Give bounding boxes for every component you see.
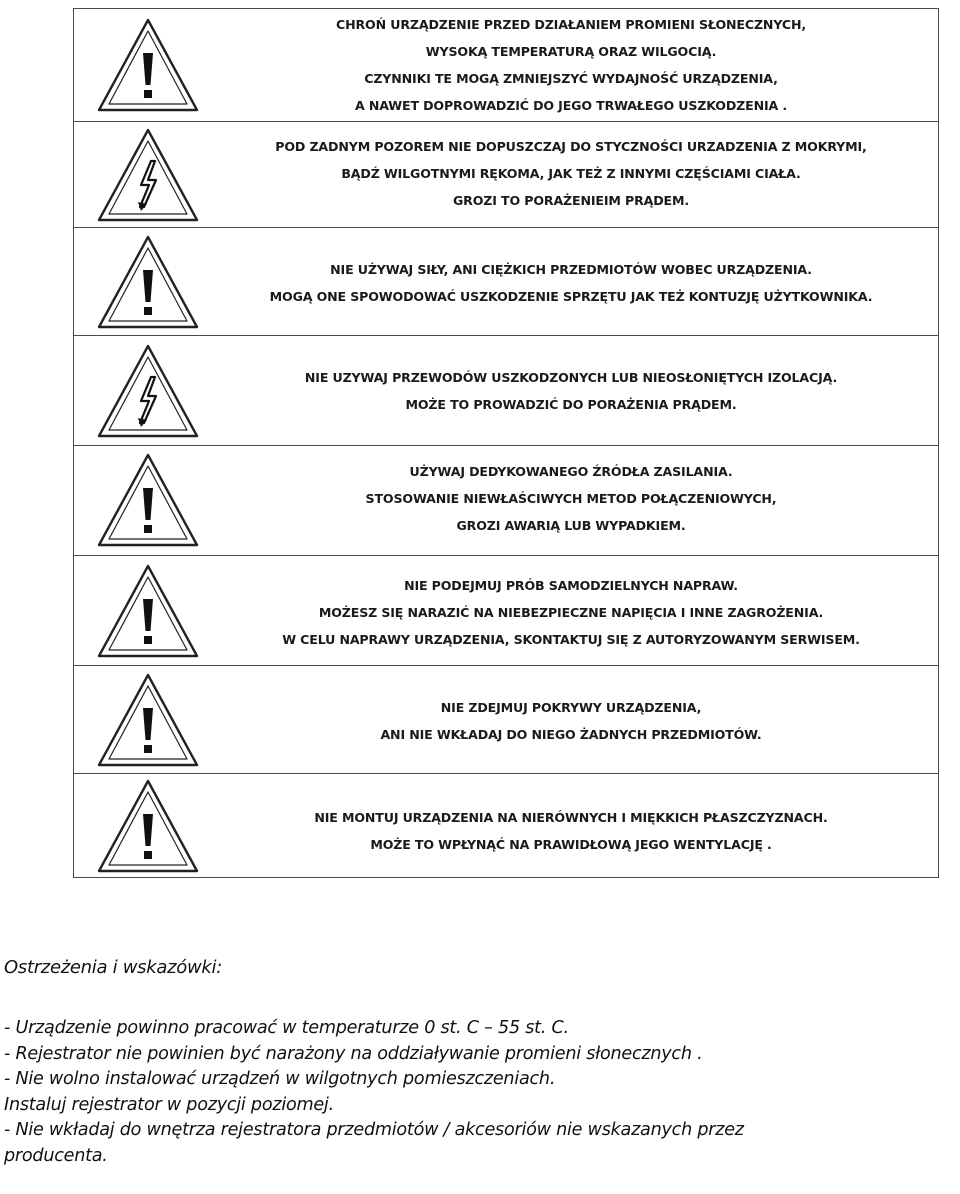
notes-title: Ostrzeżenia i wskazówki: bbox=[4, 957, 222, 978]
warning-row bbox=[74, 555, 938, 665]
warning-line: W CELU NAPRAWY URZĄDZENIA, SKONTAKTUJ SIĘ Z AUTORYZOWANYM SERWISEM. bbox=[282, 632, 860, 647]
warning-text bbox=[214, 256, 928, 310]
warning-text bbox=[214, 804, 928, 858]
exclamation-icon bbox=[94, 776, 202, 876]
warning-line: ANI NIE WKŁADAJ DO NIEGO ŻADNYCH PRZEDMIOTÓW. bbox=[380, 727, 762, 742]
warning-line: BĄDŹ WILGOTNYMI RĘKOMA, JAK TEŻ Z INNYMI CZĘŚCIAMI CIAŁA. bbox=[341, 166, 801, 181]
warning-line: GROZI AWARIĄ LUB WYPADKIEM. bbox=[456, 518, 686, 533]
exclamation-icon bbox=[94, 561, 202, 661]
note-line: Instaluj rejestrator w pozycji poziomej. bbox=[4, 1094, 334, 1115]
warning-line: GROZI TO PORAŻENIEIM PRĄDEM. bbox=[452, 193, 690, 208]
note-line: - Nie wolno instalować urządzeń w wilgotnych pomieszczeniach. bbox=[4, 1069, 556, 1089]
warning-text bbox=[214, 694, 928, 748]
note-line: producenta. bbox=[4, 1145, 108, 1166]
warning-row bbox=[74, 335, 938, 445]
warning-line: NIE ZDEJMUJ POKRYWY URZĄDZENIA, bbox=[440, 700, 702, 715]
exclamation-icon bbox=[94, 232, 202, 332]
warning-row bbox=[74, 227, 938, 335]
warning-line: WYSOKĄ TEMPERATURĄ ORAZ WILGOCIĄ. bbox=[425, 44, 717, 59]
warning-line: STOSOWANIE NIEWŁAŚCIWYCH METOD POŁĄCZENIOWYCH, bbox=[365, 491, 777, 506]
warning-line: NIE MONTUJ URZĄDZENIA NA NIERÓWNYCH I MIĘKKICH PŁASZCZYZNACH. bbox=[314, 810, 828, 825]
exclamation-icon bbox=[94, 450, 202, 550]
note-line: - Rejestrator nie powinien być narażony na oddziaływanie promieni słonecznych . bbox=[4, 1043, 703, 1064]
warning-row bbox=[74, 9, 938, 121]
warning-row bbox=[74, 665, 938, 773]
warning-text bbox=[214, 458, 928, 539]
warning-line: MOŻE TO PROWADZIĆ DO PORAŻENIA PRĄDEM. bbox=[405, 397, 737, 412]
exclamation-icon bbox=[94, 15, 202, 115]
note-line: - Urządzenie powinno pracować w temperaturze 0 st. C – 55 st. C. bbox=[4, 1018, 569, 1038]
note-line: - Nie wkładaj do wnętrza rejestratora przedmiotów / akcesoriów nie wskazanych przez bbox=[4, 1120, 744, 1140]
warning-line: CZYNNIKI TE MOGĄ ZMNIEJSZYĆ WYDAJNOŚĆ URZĄDZENIA, bbox=[364, 71, 778, 86]
warning-line: CHROŃ URZĄDZENIE PRZED DZIAŁANIEM PROMIENI SŁONECZNYCH, bbox=[336, 17, 806, 32]
lightning-icon bbox=[94, 125, 202, 225]
warning-text bbox=[214, 572, 928, 653]
warning-line: MOGĄ ONE SPOWODOWAĆ USZKODZENIE SPRZĘTU JAK TEŻ KONTUZJĘ UŻYTKOWNIKA. bbox=[269, 289, 873, 304]
exclamation-icon bbox=[94, 670, 202, 770]
warning-line: POD ZADNYM POZOREM NIE DOPUSZCZAJ DO STYCZNOŚCI URZADZENIA Z MOKRYMI, bbox=[275, 139, 867, 154]
warning-line: MOŻESZ SIĘ NARAZIĆ NA NIEBEZPIECZNE NAPIĘCIA I INNE ZAGROŻENIA. bbox=[318, 605, 824, 620]
warning-row bbox=[74, 445, 938, 555]
warning-row bbox=[74, 121, 938, 227]
warning-line: NIE UZYWAJ PRZEWODÓW USZKODZONYCH LUB NIEOSŁONIĘTYCH IZOLACJĄ. bbox=[304, 370, 838, 385]
warning-line: NIE PODEJMUJ PRÓB SAMODZIELNYCH NAPRAW. bbox=[404, 578, 738, 593]
notes-section bbox=[4, 954, 960, 1169]
warning-line: A NAWET DOPROWADZIĆ DO JEGO TRWAŁEGO USZKODZENIA . bbox=[355, 98, 787, 113]
warning-text bbox=[214, 11, 928, 119]
warning-table bbox=[73, 8, 939, 878]
warning-line: MOŻE TO WPŁYNĄĆ NA PRAWIDŁOWĄ JEGO WENTYLACJĘ . bbox=[370, 837, 772, 852]
warning-text bbox=[214, 133, 928, 214]
warning-line: NIE UŻYWAJ SIŁY, ANI CIĘŻKICH PRZEDMIOTÓW WOBEC URZĄDZENIA. bbox=[330, 262, 812, 277]
lightning-icon bbox=[94, 341, 202, 441]
warning-line: UŻYWAJ DEDYKOWANEGO ŹRÓDŁA ZASILANIA. bbox=[409, 464, 733, 479]
warning-row bbox=[74, 773, 938, 876]
warning-text bbox=[214, 364, 928, 418]
